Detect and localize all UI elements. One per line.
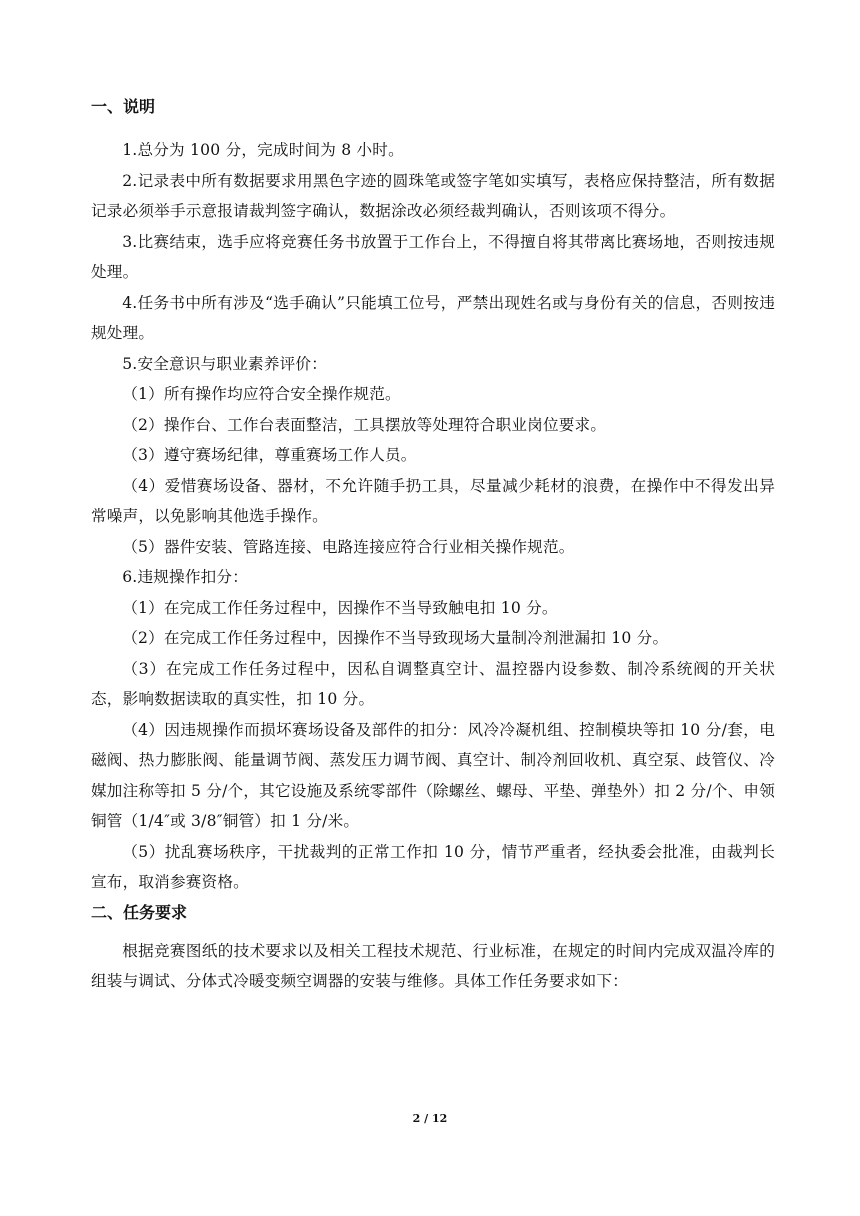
instruction-paragraph: 4.任务书中所有涉及“选手确认”只能填工位号，严禁出现姓名或与身份有关的信息，否则按违规处理。 — [91, 293, 775, 342]
task-requirements-body — [91, 936, 775, 997]
instruction-paragraph: 2.记录表中所有数据要求用黑色字迹的圆珠笔或签字笔如实填写，表格应保持整洁，所有数据记录必须举手示意报请裁判签字确认，数据涂改必须经裁判确认，否则该项不得分。 — [91, 171, 775, 220]
section-heading-task-requirements: 二、任务要求 — [91, 902, 188, 922]
instruction-paragraph: （3）在完成工作任务过程中，因私自调整真空计、温控器内设参数、制冷系统阀的开关状态，影响数据读取的真实性，扣 10 分。 — [91, 659, 775, 708]
page-number: 2 / 12 — [412, 1112, 448, 1125]
instruction-paragraph: （4）因违规操作而损坏赛场设备及部件的扣分：风冷冷凝机组、控制模块等扣 10 分/套，电磁阀、热力膨胀阀、能量调节阀、蒸发压力调节阀、真空计、制冷剂回收机、真空泵、歧管仪、冷媒加注称等扣 5 分/个，其它设施及系统零部件（除螺丝、螺母、平垫、弹垫外）扣 2 分/个、申领铜管（1/4″或 3/8″铜管）扣 1 分/米。 — [91, 720, 775, 830]
instructions-body — [91, 135, 775, 898]
instruction-paragraph: （2）在完成工作任务过程中，因操作不当导致现场大量制冷剂泄漏扣 10 分。 — [122, 629, 669, 647]
instruction-paragraph: （3）遵守赛场纪律，尊重赛场工作人员。 — [122, 446, 417, 464]
instruction-paragraph: （4）爱惜赛场设备、器材，不允许随手扔工具，尽量减少耗材的浪费，在操作中不得发出异常噪声，以免影响其他选手操作。 — [91, 476, 775, 525]
instruction-paragraph: （5）扰乱赛场秩序，干扰裁判的正常工作扣 10 分，情节严重者，经执委会批准，由裁判长宣布，取消参赛资格。 — [91, 842, 775, 891]
instruction-paragraph: 1.总分为 100 分，完成时间为 8 小时。 — [122, 141, 404, 159]
task-paragraph: 根据竞赛图纸的技术要求以及相关工程技术规范、行业标准，在规定的时间内完成双温冷库的组装与调试、分体式冷暖变频空调器的安装与维修。具体工作任务要求如下： — [91, 941, 775, 990]
instruction-paragraph: 6.违规操作扣分： — [122, 568, 249, 586]
instruction-paragraph: （1）在完成工作任务过程中，因操作不当导致触电扣 10 分。 — [122, 598, 558, 617]
document-page — [91, 92, 775, 997]
instruction-paragraph: （2）操作台、工作台表面整洁，工具摆放等处理符合职业岗位要求。 — [122, 415, 607, 434]
instruction-paragraph: （5）器件安装、管路连接、电路连接应符合行业相关操作规范。 — [122, 537, 575, 556]
instruction-paragraph: （1）所有操作均应符合安全操作规范。 — [122, 385, 401, 403]
instruction-paragraph: 5.安全意识与职业素养评价： — [122, 354, 327, 373]
section-heading-instructions: 一、说明 — [91, 97, 156, 116]
instruction-paragraph: 3.比赛结束，选手应将竞赛任务书放置于工作台上，不得擅自将其带离比赛场地，否则按违规处理。 — [91, 232, 775, 281]
